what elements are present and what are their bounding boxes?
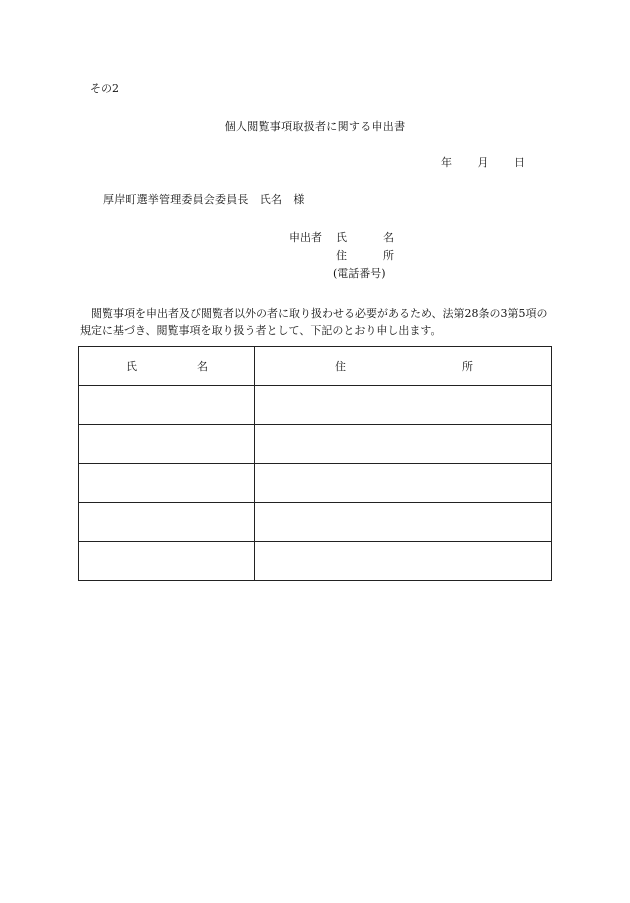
table-row xyxy=(79,425,552,464)
address-cell[interactable] xyxy=(255,542,552,581)
date-day-label: 日 xyxy=(514,156,525,169)
name-cell[interactable] xyxy=(79,503,255,542)
handler-roster-table xyxy=(78,346,552,581)
table-row xyxy=(79,464,552,503)
name-cell[interactable] xyxy=(79,425,255,464)
table-header-row xyxy=(79,347,552,386)
date-line xyxy=(441,156,525,169)
name-cell[interactable] xyxy=(79,464,255,503)
applicant-name-char-1: 氏 xyxy=(336,231,347,244)
document-title: 個人閲覧事項取扱者に関する申出書 xyxy=(224,120,406,133)
applicant-name-label xyxy=(336,231,394,244)
address-cell[interactable] xyxy=(255,503,552,542)
address-cell[interactable] xyxy=(255,425,552,464)
applicant-address-char-2: 所 xyxy=(383,249,394,262)
form-number: その2 xyxy=(90,82,119,95)
date-year-label: 年 xyxy=(441,156,452,169)
address-cell[interactable] xyxy=(255,386,552,425)
table-row xyxy=(79,503,552,542)
applicant-name-char-2: 名 xyxy=(383,231,394,244)
name-cell[interactable] xyxy=(79,386,255,425)
applicant-address-char-1: 住 xyxy=(336,249,347,262)
addressee: 厚岸町選挙管理委員会委員長 氏名 様 xyxy=(103,193,305,206)
table-row xyxy=(79,386,552,425)
table-row xyxy=(79,542,552,581)
name-column-header xyxy=(79,347,255,386)
date-month-label: 月 xyxy=(477,156,489,169)
applicant-label: 申出者 xyxy=(289,231,322,244)
applicant-phone-label: (電話番号) xyxy=(333,267,386,280)
address-cell[interactable] xyxy=(255,464,552,503)
address-column-header xyxy=(255,347,552,386)
address-header-char-1: 住 xyxy=(335,360,346,373)
name-header-char-2: 名 xyxy=(197,360,208,373)
name-header-char-1: 氏 xyxy=(126,360,137,373)
body-paragraph: 閲覧事項を申出者及び閲覧者以外の者に取り扱わせる必要があるため、法第28条の3第5項の規定に基づき、閲覧事項を取り扱う者として、下記のとおり申し出ます。 xyxy=(80,307,548,337)
name-cell[interactable] xyxy=(79,542,255,581)
address-header-char-2: 所 xyxy=(462,360,473,373)
applicant-address-label xyxy=(336,249,394,262)
